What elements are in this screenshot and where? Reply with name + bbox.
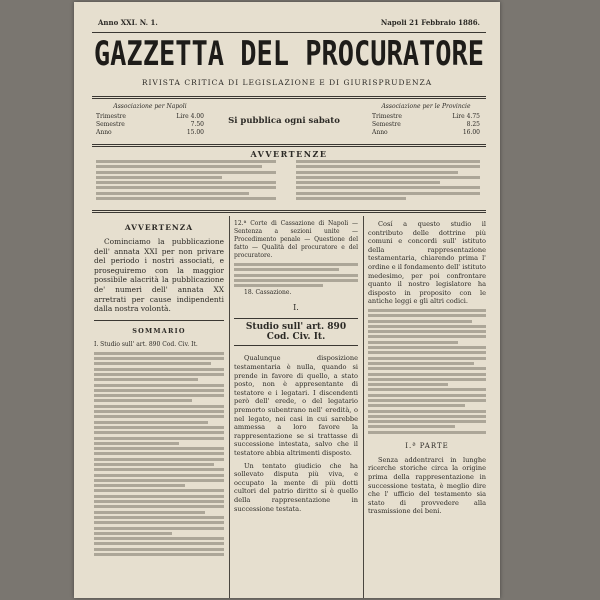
row-label: Trimestre <box>372 113 402 120</box>
header-rule <box>92 32 486 33</box>
masthead-title: GAZZETTA DEL PROCURATORE <box>93 35 485 74</box>
avvertenze-left-text <box>96 160 276 204</box>
middle-city: 18. Cassazione. <box>244 289 292 297</box>
subscription-naples <box>96 103 204 137</box>
subscription-provinces-heading: Associazione per le Provincie <box>381 103 471 110</box>
subscription-row <box>372 121 480 129</box>
column-divider <box>229 216 230 598</box>
row-label: Trimestre <box>96 113 126 120</box>
row-value: 16.00 <box>462 129 480 136</box>
subscription-row <box>96 121 204 129</box>
subscription-naples-heading: Associazione per Napoli <box>113 103 187 110</box>
article-number: I. <box>293 303 299 313</box>
header-line <box>98 18 480 27</box>
summary-first-entry: I. Studio sull' art. 890 Cod. Civ. It. <box>94 340 198 348</box>
issue-number: Anno XXI. N. 1. <box>98 18 158 27</box>
article-title: Studio sull' art. 890 Cod. Civ. It. <box>234 318 358 346</box>
summary-text <box>94 352 224 556</box>
section-heading: I.ª PARTE <box>405 441 449 450</box>
place-date: Napoli 21 Febbraio 1886. <box>380 18 480 27</box>
article-text-a: Qualunque disposizione testamentaria è nulla, quando si prende in favore di quello, a stato posto, non è appresentante di testatore e i legatari. I discendenti però dell' erede, o del legatario premorto subentrano nell' eredità, o nel legato, nei casi in cui sarebbe ammessa a loro favore la rappresentazione se si trattasse di successione intestata, salvo che il testatore abbia altrimenti disposto. <box>234 354 358 458</box>
subscription-row <box>96 129 204 137</box>
avvertenze-right-text <box>296 160 480 204</box>
row-label: Semestre <box>96 121 125 128</box>
row-label: Anno <box>372 129 388 136</box>
row-value: Lire 4.00 <box>176 113 204 120</box>
avvertenza-text: Cominciamo la pubblicazione dell' annata XXI per non privare del periodo i nostri associati, e proseguiremo con la maggior possibile alacrità la pubblicazione de' numeri dell' annata XX arretrati per cause indipendenti dalla nostra volontà. <box>94 237 224 314</box>
row-label: Anno <box>96 129 112 136</box>
row-value: Lire 4.75 <box>452 113 480 120</box>
right-text-b: Senza addentrarci in lunghe ricerche storiche circa la origine prima della rappresentazione in successione testata, è meglio dire che l' ufficio del testamento sia stato di provvedere alla trasmissione dei beni. <box>368 455 486 516</box>
column-left <box>94 220 224 598</box>
subscription-provinces <box>372 103 480 137</box>
column-middle <box>234 220 358 598</box>
subscription-row <box>372 113 480 121</box>
column-right <box>368 220 486 598</box>
avvertenza-title: AVVERTENZA <box>124 223 194 232</box>
row-label: Semestre <box>372 121 401 128</box>
subscription-row <box>96 113 204 121</box>
avvertenze-title: AVVERTENZE <box>250 149 328 159</box>
row-value: 15.00 <box>186 129 204 136</box>
right-text: Cosí a questo studio il contributo delle dottrine più comuni e concordi sull' istituto della rappresentazione testamentaria, chiarendo prima l' ordine e il fondamento dell' istituto medesimo, per poi confrontare quanto il nostro legislatore ha disposto in proposito con le antiche leggi e gli altri codici. <box>368 220 486 306</box>
publication-day: Si pubblica ogni sabato <box>228 116 340 126</box>
newspaper-page <box>74 2 500 598</box>
masthead-rule <box>92 96 486 99</box>
summary-title: SOMMARIO <box>132 326 186 335</box>
subscription-row <box>372 129 480 137</box>
row-value: 8.25 <box>466 121 480 128</box>
column-divider <box>363 216 364 598</box>
section-rule <box>94 320 224 321</box>
avvertenze-top-rule <box>92 144 486 147</box>
right-text-more <box>368 309 486 434</box>
middle-intro-more <box>234 263 358 287</box>
middle-intro: 12.ª Corte di Cassazione di Napoli — Sentenza a sezioni unite — Procedimento penale — Questione del fatto — Qualità del procuratore e del procuratore. <box>234 220 358 259</box>
row-value: 7.50 <box>190 121 204 128</box>
masthead-subtitle: RIVISTA CRITICA DI LEGISLAZIONE E DI GIURISPRUDENZA <box>141 78 433 87</box>
article-text-b: Un tentato giudicio che ha sollevato disputa più viva, e occupato la mente di più dotti cultori del patrio diritto si è quello della rappresentazione in successione testata. <box>234 461 358 513</box>
avvertenze-bottom-rule <box>92 210 486 213</box>
